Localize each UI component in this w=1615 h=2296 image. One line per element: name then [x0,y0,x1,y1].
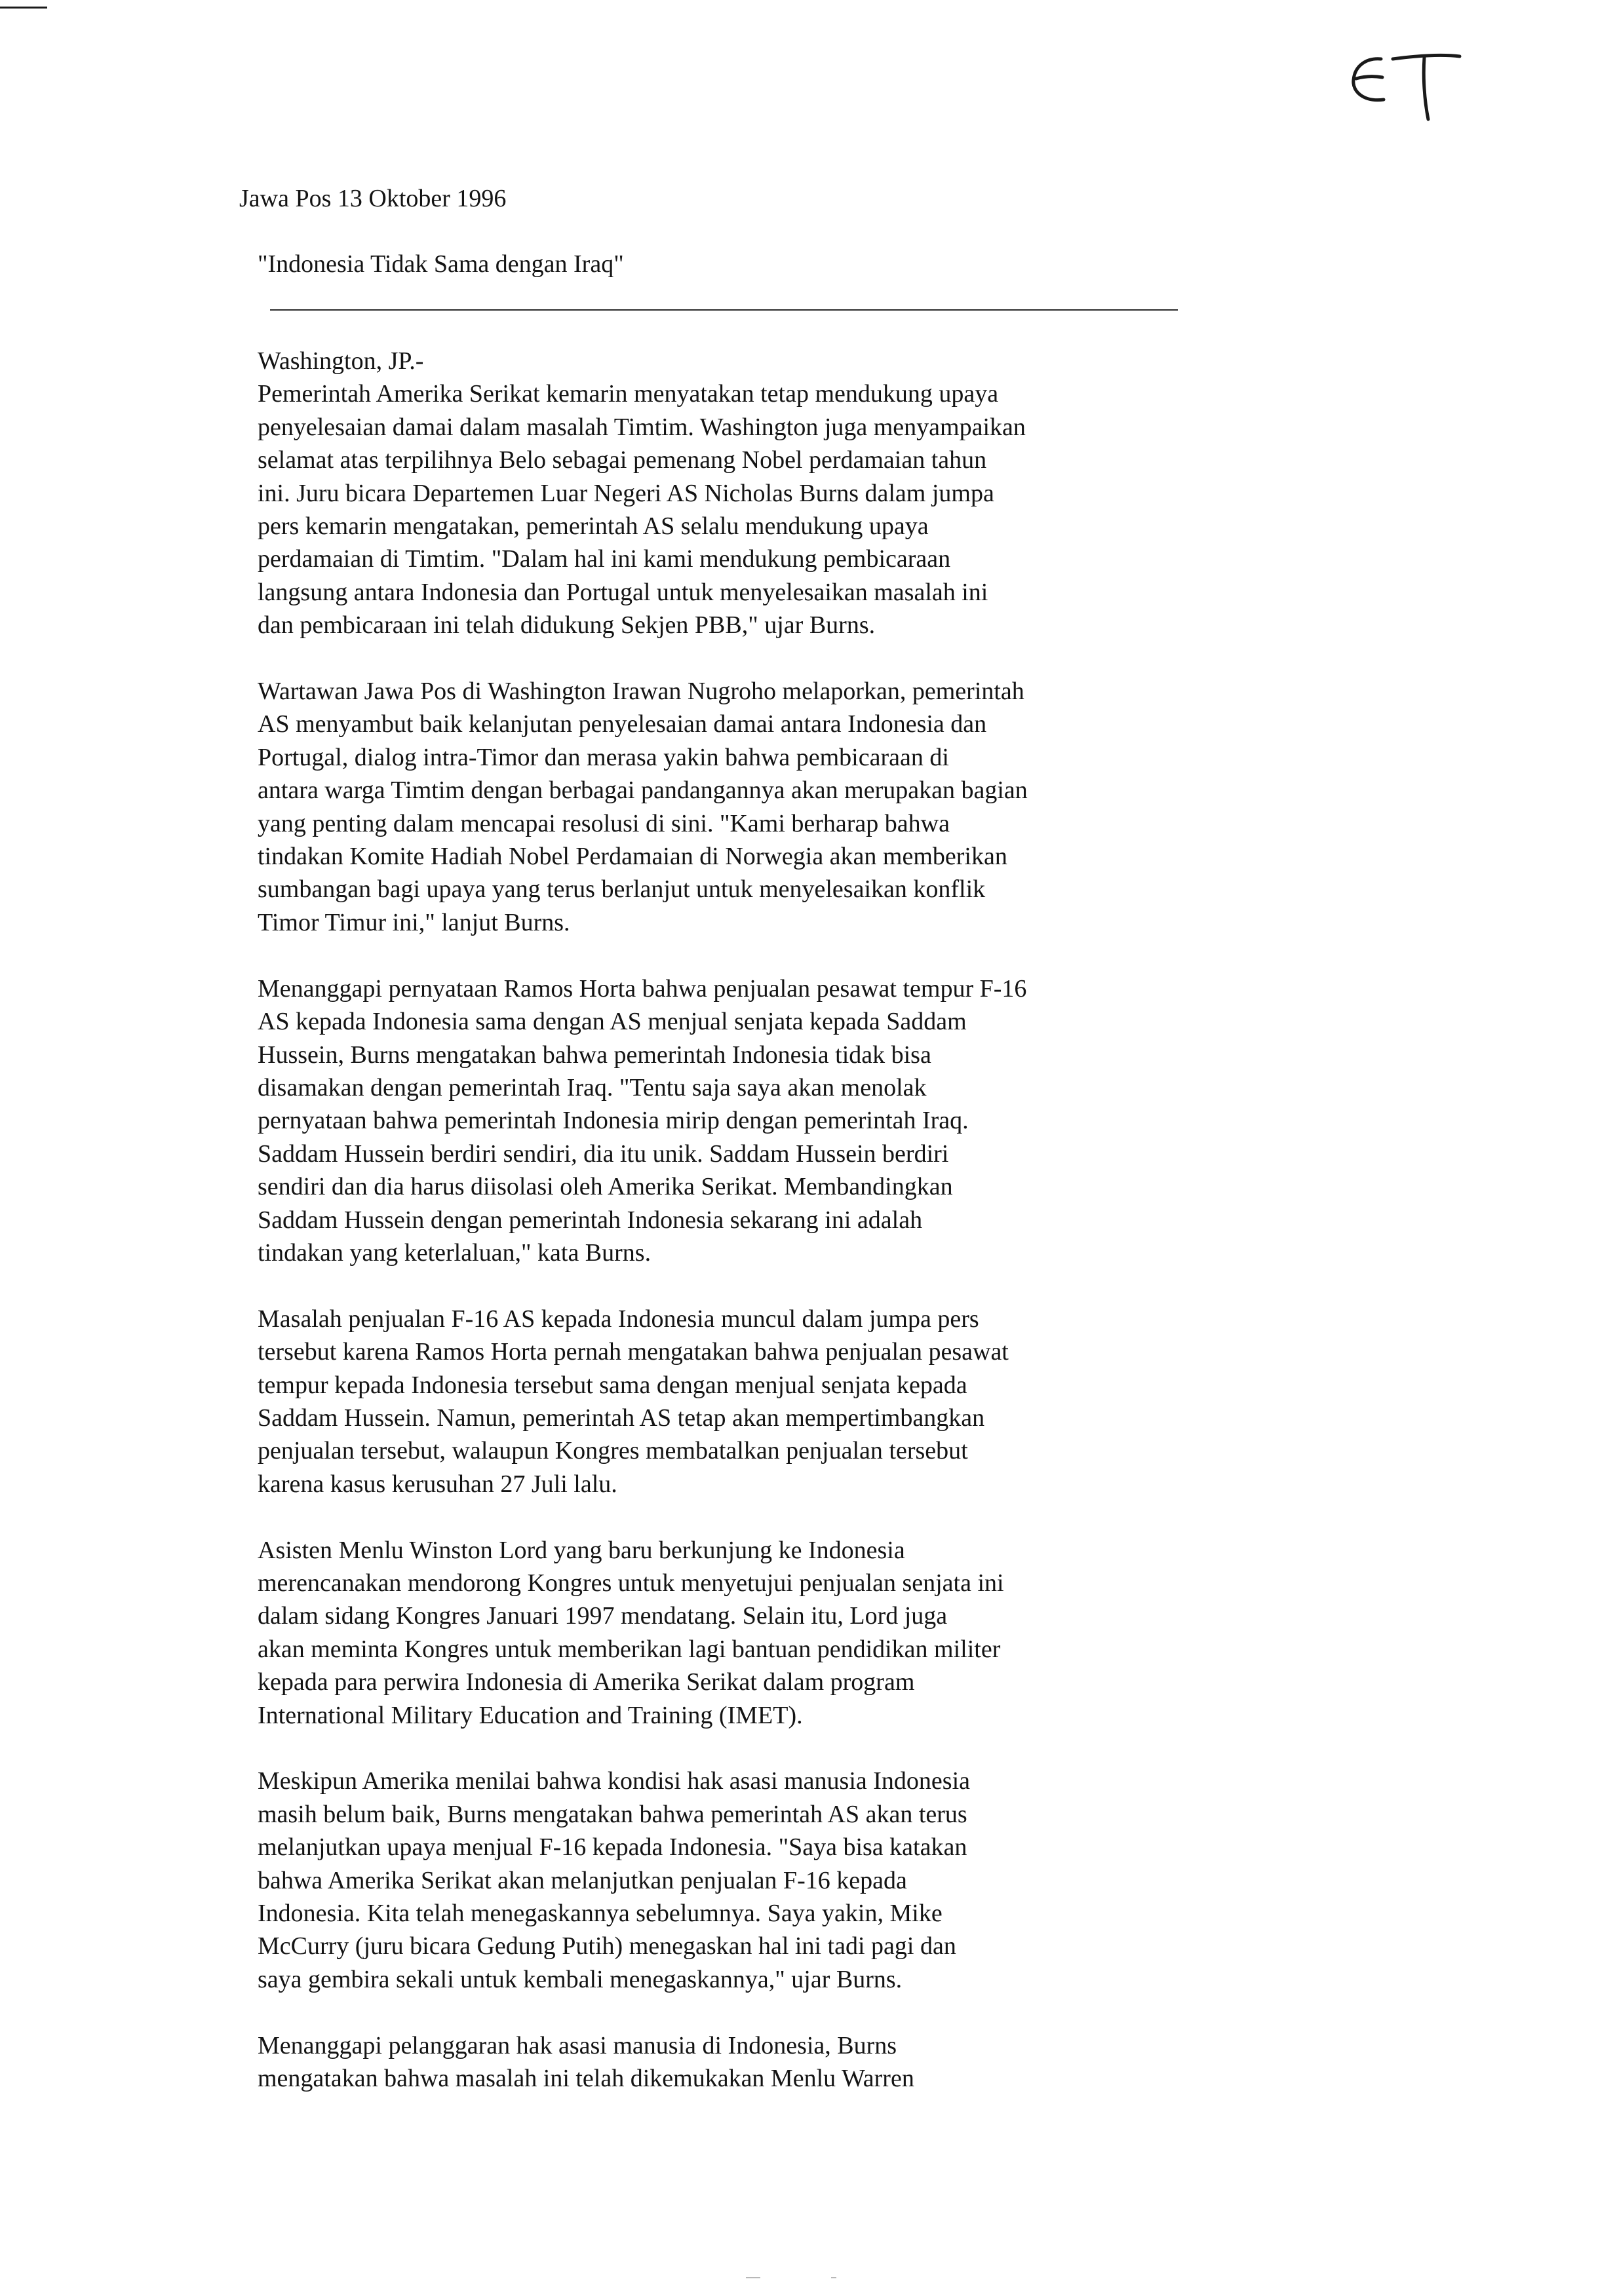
paragraph-line: bahwa Amerika Serikat akan melanjutkan penjualan F-16 kepada [258,1866,907,1894]
handwritten-annotation [1347,39,1465,124]
paragraph-line: akan meminta Kongres untuk memberikan lagi bantuan pendidikan militer [258,1635,1001,1663]
paragraph-line: International Military Education and Training (IMET). [258,1701,803,1729]
paragraph-line: masih belum baik, Burns mengatakan bahwa pemerintah AS akan terus [258,1800,967,1828]
paragraph-line: Timor Timur ini," lanjut Burns. [258,908,570,936]
paragraph-line: perdamaian di Timtim. "Dalam hal ini kami mendukung pembicaraan [258,545,951,573]
paragraph-line: selamat atas terpilihnya Belo sebagai pemenang Nobel perdamaian tahun [258,446,987,474]
paragraph-line: McCurry (juru bicara Gedung Putih) menegaskan hal ini tadi pagi dan [258,1932,956,1961]
article-headline: "Indonesia Tidak Sama dengan Iraq" [258,250,624,278]
paragraph-line: saya gembira sekali untuk kembali menegaskannya," ujar Burns. [258,1965,903,1993]
paragraph-line: Menanggapi pernyataan Ramos Horta bahwa penjualan pesawat tempur F-16 [258,974,1027,1003]
paragraph-line: Meskipun Amerika menilai bahwa kondisi hak asasi manusia Indonesia [258,1767,970,1795]
paragraph-line: kepada para perwira Indonesia di Amerika Serikat dalam program [258,1668,915,1696]
paragraph-line: Saddam Hussein. Namun, pemerintah AS tetap akan mempertimbangkan [258,1404,985,1432]
paragraph-line: pers kemarin mengatakan, pemerintah AS selalu mendukung upaya [258,512,929,541]
paragraph-line: penyelesaian damai dalam masalah Timtim. Washington juga menyampaikan [258,413,1026,441]
headline-divider [270,309,1178,311]
paragraph-line: penjualan tersebut, walaupun Kongres membatalkan penjualan tersebut [258,1437,968,1465]
source-citation: Jawa Pos 13 Oktober 1996 [239,185,507,212]
paragraph-line: langsung antara Indonesia dan Portugal untuk menyelesaikan masalah ini [258,578,988,606]
paragraph-line: tempur kepada Indonesia tersebut sama dengan menjual senjata kepada [258,1371,967,1399]
paragraph-line: Menanggapi pelanggaran hak asasi manusia di Indonesia, Burns [258,2031,897,2059]
paragraph-line: pernyataan bahwa pemerintah Indonesia mirip dengan pemerintah Iraq. [258,1107,969,1135]
scan-artifact [831,2277,836,2278]
article-paragraph [258,1303,1208,1501]
paragraph-line: Asisten Menlu Winston Lord yang baru berkunjung ke Indonesia [258,1536,905,1564]
article-paragraph [258,377,1208,641]
paragraph-line: dalam sidang Kongres Januari 1997 mendatang. Selain itu, Lord juga [258,1602,948,1630]
paragraph-line: Saddam Hussein berdiri sendiri, dia itu unik. Saddam Hussein berdiri [258,1139,949,1168]
paragraph-line: antara warga Timtim dengan berbagai pandangannya akan merupakan bagian [258,776,1028,805]
article-body [258,345,1208,2128]
paragraph-line: Pemerintah Amerika Serikat kemarin menyatakan tetap mendukung upaya [258,380,999,408]
paragraph-line: dan pembicaraan ini telah didukung Sekjen PBB," ujar Burns. [258,611,876,640]
paragraph-line: Indonesia. Kita telah menegaskannya sebelumnya. Saya yakin, Mike [258,1900,943,1928]
paragraph-line: AS kepada Indonesia sama dengan AS menjual senjata kepada Saddam [258,1008,967,1036]
paragraph-line: Hussein, Burns mengatakan bahwa pemerintah Indonesia tidak bisa [258,1041,931,1069]
paragraph-line: tindakan Komite Hadiah Nobel Perdamaian di Norwegia akan memberikan [258,843,1007,871]
paragraph-line: ini. Juru bicara Departemen Luar Negeri AS Nicholas Burns dalam jumpa [258,479,994,507]
paragraph-line: merencanakan mendorong Kongres untuk menyetujui penjualan senjata ini [258,1569,1004,1597]
paragraph-line: sendiri dan dia harus diisolasi oleh Amerika Serikat. Membandingkan [258,1173,953,1201]
paragraph-line: Portugal, dialog intra-Timor dan merasa yakin bahwa pembicaraan di [258,743,949,771]
scan-edge-mark [0,7,47,9]
paragraph-line: disamakan dengan pemerintah Iraq. "Tentu saja saya akan menolak [258,1073,927,1101]
paragraph-line: melanjutkan upaya menjual F-16 kepada Indonesia. "Saya bisa katakan [258,1833,967,1862]
paragraph-line: Masalah penjualan F-16 AS kepada Indonesia muncul dalam jumpa pers [258,1305,979,1333]
article-paragraph [258,972,1208,1270]
article-paragraph [258,1534,1208,1732]
paragraph-line: tersebut karena Ramos Horta pernah mengatakan bahwa penjualan pesawat [258,1338,1009,1366]
paragraph-line: mengatakan bahwa masalah ini telah dikemukakan Menlu Warren [258,2065,914,2093]
paragraph-line: Wartawan Jawa Pos di Washington Irawan Nugroho melaporkan, pemerintah [258,678,1024,706]
scan-artifact [746,2277,760,2278]
article-paragraph [258,1765,1208,1996]
paragraph-line: tindakan yang keterlaluan," kata Burns. [258,1238,652,1267]
article-paragraph [258,2029,1208,2095]
paragraph-line: karena kasus kerusuhan 27 Juli lalu. [258,1470,617,1498]
paragraph-line: sumbangan bagi upaya yang terus berlanjut untuk menyelesaikan konflik [258,875,986,904]
paragraph-line: yang penting dalam mencapai resolusi di sini. "Kami berharap bahwa [258,809,950,837]
paragraph-line: Saddam Hussein dengan pemerintah Indonesia sekarang ini adalah [258,1206,923,1234]
paragraph-line: AS menyambut baik kelanjutan penyelesaian damai antara Indonesia dan [258,710,987,738]
dateline: Washington, JP.- [258,347,424,375]
article-paragraph [258,675,1208,939]
